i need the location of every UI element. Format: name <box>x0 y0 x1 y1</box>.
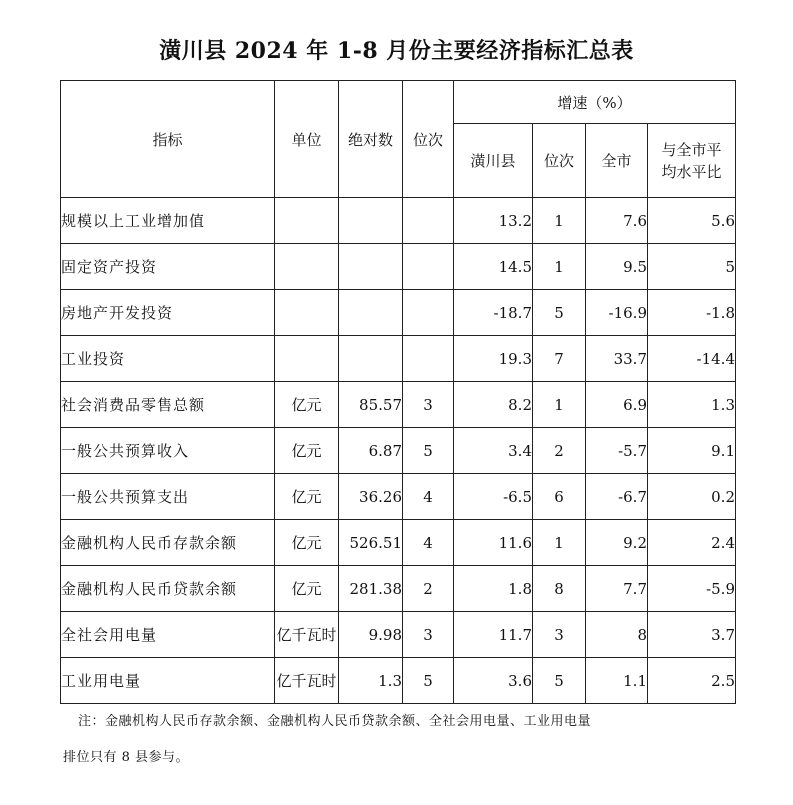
row-name: 工业用电量 <box>61 658 275 704</box>
row-city-growth: -16.9 <box>586 290 648 336</box>
row-unit: 亿千瓦时 <box>275 612 339 658</box>
row-county-growth: 3.4 <box>454 428 533 474</box>
header-compare-line1: 与全市平 <box>661 140 722 159</box>
note-line-1: 注：金融机构人民币存款余额、金融机构人民币贷款余额、全社会用电量、工业用电量 <box>78 714 592 729</box>
row-rank: 3 <box>403 612 454 658</box>
row-compare: 5 <box>648 244 736 290</box>
row-growth-rank: 7 <box>533 336 586 382</box>
table-row <box>61 244 736 290</box>
table-row <box>61 336 736 382</box>
row-rank <box>403 336 454 382</box>
row-city-growth: 1.1 <box>586 658 648 704</box>
row-compare: 2.4 <box>648 520 736 566</box>
row-city-growth: 6.9 <box>586 382 648 428</box>
header-absolute: 绝对数 <box>339 81 403 198</box>
row-growth-rank: 1 <box>533 198 586 244</box>
row-absolute <box>339 290 403 336</box>
row-name: 规模以上工业增加值 <box>61 198 275 244</box>
row-unit: 亿元 <box>275 428 339 474</box>
row-absolute: 526.51 <box>339 520 403 566</box>
row-unit <box>275 336 339 382</box>
row-rank: 4 <box>403 474 454 520</box>
row-unit: 亿元 <box>275 382 339 428</box>
header-compare-line2: 均水平比 <box>661 162 722 181</box>
table-row <box>61 566 736 612</box>
row-rank <box>403 244 454 290</box>
row-growth-rank: 1 <box>533 382 586 428</box>
row-unit: 亿元 <box>275 474 339 520</box>
row-city-growth: 33.7 <box>586 336 648 382</box>
header-unit: 单位 <box>275 81 339 198</box>
row-county-growth: 8.2 <box>454 382 533 428</box>
row-name: 房地产开发投资 <box>61 290 275 336</box>
row-city-growth: 7.6 <box>586 198 648 244</box>
row-absolute: 85.57 <box>339 382 403 428</box>
row-compare: 1.3 <box>648 382 736 428</box>
row-rank <box>403 290 454 336</box>
row-county-growth: 3.6 <box>454 658 533 704</box>
row-absolute: 6.87 <box>339 428 403 474</box>
table-row <box>61 474 736 520</box>
row-county-growth: 1.8 <box>454 566 533 612</box>
table-row <box>61 658 736 704</box>
row-absolute <box>339 244 403 290</box>
row-name: 固定资产投资 <box>61 244 275 290</box>
row-rank: 5 <box>403 428 454 474</box>
row-county-growth: 11.7 <box>454 612 533 658</box>
row-compare: -14.4 <box>648 336 736 382</box>
row-unit: 亿千瓦时 <box>275 658 339 704</box>
row-compare: -5.9 <box>648 566 736 612</box>
row-compare: 2.5 <box>648 658 736 704</box>
header-growth: 增速（%） <box>454 81 736 124</box>
row-absolute <box>339 336 403 382</box>
header-rank: 位次 <box>403 81 454 198</box>
row-rank: 5 <box>403 658 454 704</box>
table-row <box>61 198 736 244</box>
row-compare: 5.6 <box>648 198 736 244</box>
row-county-growth: 19.3 <box>454 336 533 382</box>
row-absolute: 9.98 <box>339 612 403 658</box>
row-growth-rank: 5 <box>533 658 586 704</box>
row-compare: -1.8 <box>648 290 736 336</box>
row-absolute: 281.38 <box>339 566 403 612</box>
row-city-growth: -6.7 <box>586 474 648 520</box>
row-growth-rank: 1 <box>533 244 586 290</box>
row-name: 工业投资 <box>61 336 275 382</box>
table-row <box>61 290 736 336</box>
row-absolute <box>339 198 403 244</box>
row-county-growth: 11.6 <box>454 520 533 566</box>
row-name: 一般公共预算支出 <box>61 474 275 520</box>
row-city-growth: 7.7 <box>586 566 648 612</box>
row-compare: 9.1 <box>648 428 736 474</box>
row-name: 金融机构人民币贷款余额 <box>61 566 275 612</box>
row-unit <box>275 290 339 336</box>
row-compare: 0.2 <box>648 474 736 520</box>
row-absolute: 36.26 <box>339 474 403 520</box>
row-city-growth: 9.2 <box>586 520 648 566</box>
row-absolute: 1.3 <box>339 658 403 704</box>
row-county-growth: 14.5 <box>454 244 533 290</box>
row-unit <box>275 244 339 290</box>
row-growth-rank: 6 <box>533 474 586 520</box>
table-row <box>61 428 736 474</box>
row-county-growth: -6.5 <box>454 474 533 520</box>
header-county: 潢川县 <box>454 124 533 198</box>
header-compare <box>648 124 736 198</box>
row-unit: 亿元 <box>275 566 339 612</box>
header-city: 全市 <box>586 124 648 198</box>
row-unit: 亿元 <box>275 520 339 566</box>
row-rank: 3 <box>403 382 454 428</box>
row-rank: 4 <box>403 520 454 566</box>
row-city-growth: 9.5 <box>586 244 648 290</box>
header-growth-rank: 位次 <box>533 124 586 198</box>
row-growth-rank: 1 <box>533 520 586 566</box>
row-unit <box>275 198 339 244</box>
note-line-2: 排位只有 8 县参与。 <box>63 750 190 765</box>
row-county-growth: -18.7 <box>454 290 533 336</box>
row-growth-rank: 5 <box>533 290 586 336</box>
row-county-growth: 13.2 <box>454 198 533 244</box>
table-row <box>61 520 736 566</box>
row-city-growth: 8 <box>586 612 648 658</box>
row-name: 全社会用电量 <box>61 612 275 658</box>
row-name: 社会消费品零售总额 <box>61 382 275 428</box>
header-indicator: 指标 <box>61 81 275 198</box>
row-growth-rank: 2 <box>533 428 586 474</box>
row-compare: 3.7 <box>648 612 736 658</box>
row-growth-rank: 3 <box>533 612 586 658</box>
table-title: 潢川县 2024 年 1-8 月份主要经济指标汇总表 <box>159 38 634 64</box>
row-rank: 2 <box>403 566 454 612</box>
row-name: 金融机构人民币存款余额 <box>61 520 275 566</box>
row-name: 一般公共预算收入 <box>61 428 275 474</box>
row-growth-rank: 8 <box>533 566 586 612</box>
row-rank <box>403 198 454 244</box>
table-row <box>61 612 736 658</box>
indicator-table <box>60 80 736 704</box>
table-row <box>61 382 736 428</box>
row-city-growth: -5.7 <box>586 428 648 474</box>
